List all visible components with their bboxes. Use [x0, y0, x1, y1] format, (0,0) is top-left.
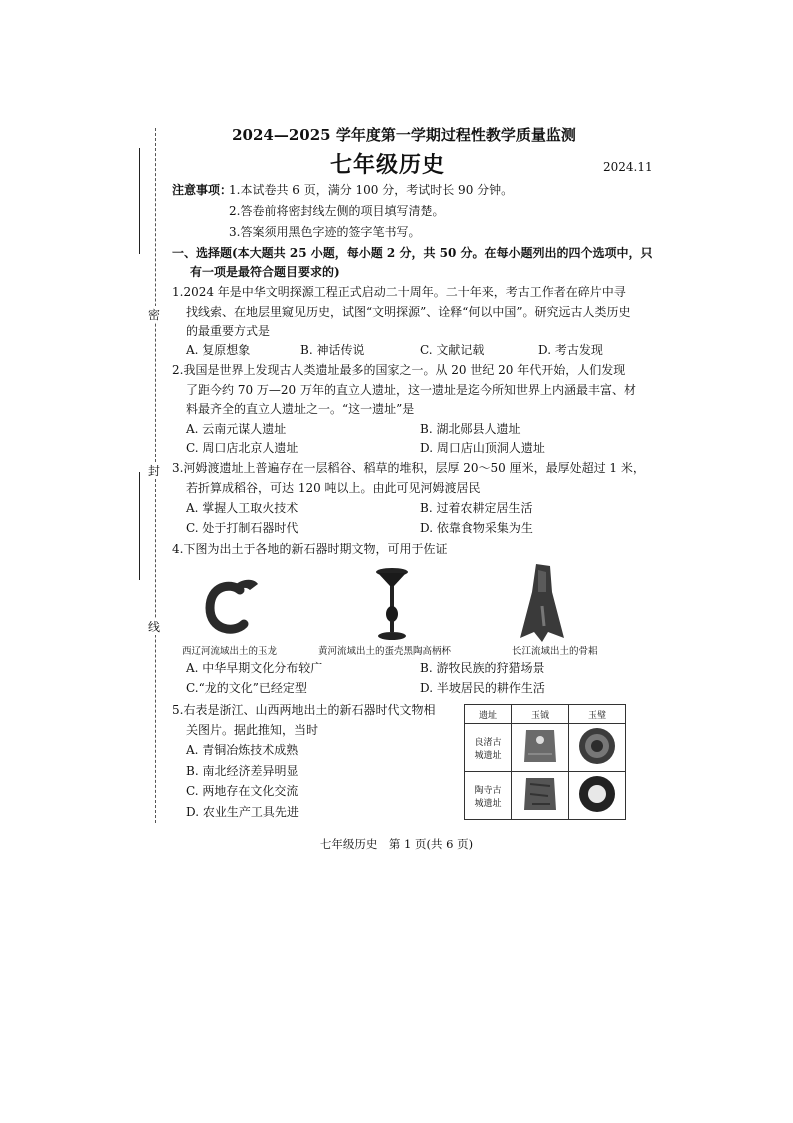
artifact-table	[464, 704, 626, 820]
table-row-label: 陶寺古 城遗址	[465, 772, 512, 820]
jade-axe-cell	[512, 772, 569, 820]
option-c: C. 周口店北京人遗址	[186, 441, 299, 455]
figure-caption: 长江流域出土的骨耜	[512, 646, 598, 657]
exam-title: 2024—2025 学年度第一学期过程性教学质量监测	[232, 126, 576, 144]
question-text: 找线索、在地层里窥见历史，试图“文明探源”、诠释“何以中国”。研究远古人类历史	[186, 305, 631, 319]
option-c: C. 两地存在文化交流	[186, 784, 299, 798]
option-c: C. 处于打制石器时代	[186, 521, 299, 535]
jade-axe-image	[520, 726, 560, 766]
notes-label: 注意事项：	[172, 183, 233, 197]
margin-rule	[139, 148, 140, 254]
jade-disc-cell	[569, 772, 626, 820]
table-row-label: 良渚古 城遗址	[465, 724, 512, 772]
option-a: A. 云南元谋人遗址	[186, 422, 287, 436]
table-header: 玉钺	[512, 705, 569, 724]
jade-axe-image	[520, 774, 560, 814]
option-a: A. 中华早期文化分布较广	[186, 661, 323, 675]
margin-rule	[139, 472, 140, 580]
seal-xian: 线	[148, 620, 161, 634]
question-text: 关图片。据此推知，当时	[186, 723, 319, 737]
option-d: D. 半坡居民的耕作生活	[420, 681, 545, 695]
option-a: A. 掌握人工取火技术	[186, 501, 299, 515]
table-header: 玉璧	[569, 705, 626, 724]
option-d: D. 依靠食物采集为生	[420, 521, 533, 535]
subject-title: 七年级历史	[330, 152, 446, 178]
seal-mi: 密	[148, 308, 161, 322]
note-item: 3.答案须用黑色字迹的签字笔书写。	[229, 225, 421, 239]
jade-disc-cell	[569, 724, 626, 772]
figure-caption: 黄河流域出土的蛋壳黑陶高柄杯	[318, 646, 452, 657]
option-d: D. 考古发现	[538, 343, 603, 357]
option-b: B. 游牧民族的狩猎场景	[420, 661, 545, 675]
option-b: B. 神话传说	[300, 343, 365, 357]
option-a: A. 复原想象	[186, 343, 251, 357]
jade-axe-cell	[512, 724, 569, 772]
jade-disc-image	[576, 725, 618, 767]
section-heading: 一、选择题(本大题共 25 小题，每小题 2 分，共 50 分。在每小题列出的四个选项中，只	[172, 246, 653, 260]
question-text: 3.河姆渡遗址上普遍存在一层稻谷、稻草的堆积，层厚 20～50 厘米，最厚处超过 1 米，	[172, 461, 645, 475]
option-b: B. 南北经济差异明显	[186, 764, 299, 778]
note-item: 1.本试卷共 6 页，满分 100 分，考试时长 90 分钟。	[229, 183, 514, 197]
question-text: 料最齐全的直立人遗址之一。“这一遗址”是	[186, 402, 415, 416]
exam-date: 2024.11	[603, 160, 653, 174]
option-c: C. 文献记载	[420, 343, 485, 357]
question-text: 的最重要方式是	[186, 324, 271, 338]
option-a: A. 青铜冶炼技术成熟	[186, 743, 299, 757]
question-text: 1.2024 年是中华文明探源工程正式启动二十周年。二十年来，考古工作者在碎片中寻	[172, 285, 626, 299]
table-header: 遗址	[465, 705, 512, 724]
bone-spade-image	[518, 562, 566, 644]
eggshell-cup-image	[372, 564, 412, 642]
jade-dragon-image	[200, 574, 264, 640]
note-item: 2.答卷前将密封线左侧的项目填写清楚。	[229, 204, 445, 218]
page-footer: 七年级历史 第 1 页(共 6 页)	[319, 837, 474, 851]
option-b: B. 湖北郧县人遗址	[420, 422, 521, 436]
option-d: D. 农业生产工具先进	[186, 805, 299, 819]
option-c: C.“龙的文化”已经定型	[186, 681, 307, 695]
question-text: 了距今约 70 万—20 万年的直立人遗址，这一遗址是迄今所知世界上内涵最丰富、材	[186, 383, 636, 397]
question-text: 4.下图为出土于各地的新石器时期文物，可用于佐证	[172, 542, 448, 556]
question-text: 5.右表是浙江、山西两地出土的新石器时代文物相	[172, 703, 436, 717]
question-text: 若折算成稻谷，可达 120 吨以上。由此可见河姆渡居民	[186, 481, 481, 495]
option-d: D. 周口店山顶洞人遗址	[420, 441, 545, 455]
figure-caption: 西辽河流域出土的玉龙	[182, 646, 278, 657]
jade-disc-image	[576, 773, 618, 815]
question-text: 2.我国是世界上发现古人类遗址最多的国家之一。从 20 世纪 20 年代开始，人们发现	[172, 363, 626, 377]
section-heading-cont: 有一项是最符合题目要求的)	[190, 265, 340, 279]
option-b: B. 过着农耕定居生活	[420, 501, 533, 515]
seal-feng: 封	[148, 464, 161, 478]
